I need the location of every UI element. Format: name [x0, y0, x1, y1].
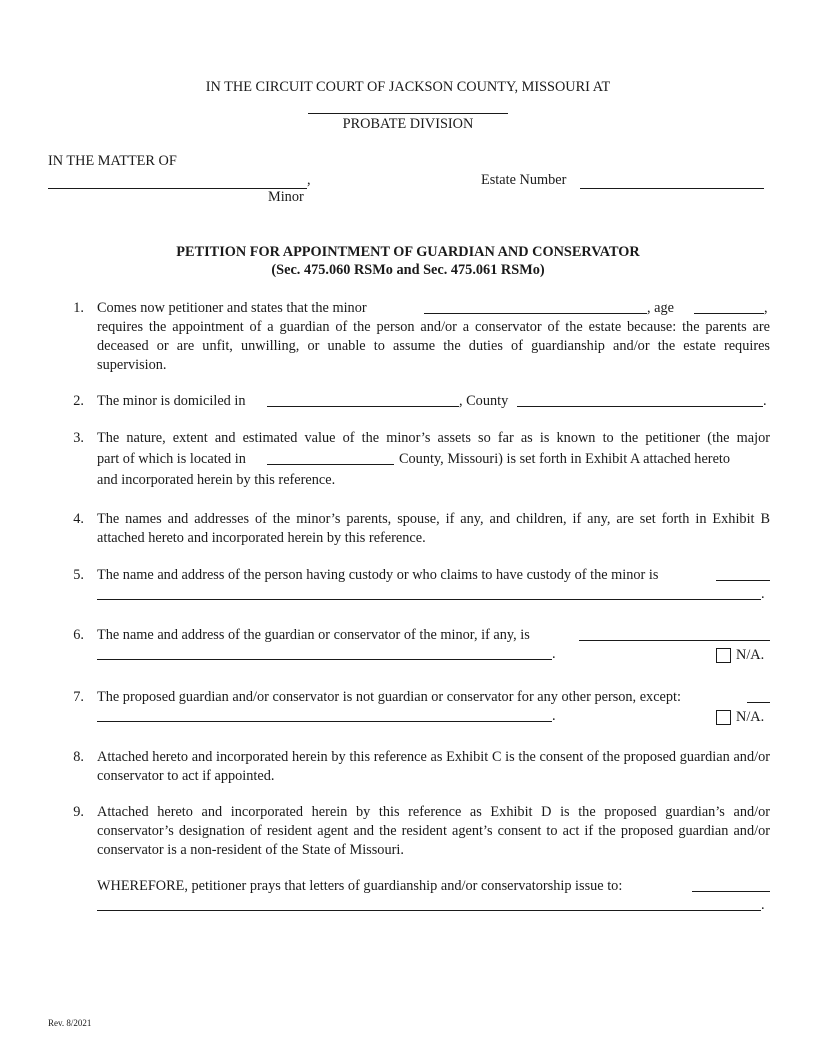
paragraph-5-end: . [761, 586, 765, 602]
paragraph-number: 5. [73, 567, 84, 583]
other-ward-input-2[interactable] [97, 707, 552, 722]
paragraph-2-text-b: , County [459, 393, 509, 409]
paragraph-1-text-b: , age [647, 300, 674, 316]
paragraph-1-text-a: Comes now petitioner and states that the minor [97, 300, 367, 316]
paragraph-3-text-b: part of which is located in [97, 451, 246, 467]
custodian-input-1[interactable] [716, 566, 770, 581]
existing-guardian-input-2[interactable] [97, 645, 552, 660]
paragraph-1-text-c: , [764, 300, 768, 316]
na-checkbox[interactable] [716, 648, 731, 663]
existing-guardian-input-1[interactable] [579, 626, 770, 641]
caption-comma: , [307, 172, 311, 188]
na-checkbox[interactable] [716, 710, 731, 725]
na-label: N/A. [736, 647, 765, 663]
revision-note: Rev. 8/2021 [48, 1018, 92, 1028]
court-location-field[interactable] [308, 99, 508, 114]
division-heading: PROBATE DIVISION [342, 116, 474, 132]
domicile-input[interactable] [267, 392, 459, 407]
paragraph-number: 3. [73, 430, 84, 446]
paragraph-2-text-c: . [763, 393, 767, 409]
paragraph-2 [70, 392, 770, 411]
paragraph-5-text-a: The name and address of the person having custody or who claims to have custody of the minor is [97, 567, 659, 583]
paragraph-9 [70, 803, 770, 860]
paragraph-6-end: . [552, 646, 556, 662]
paragraph-4 [70, 510, 770, 548]
paragraph-4-text: The names and addresses of the minor’s parents, spouse, if any, and children, if any, are set forth in Exhibit B attached hereto and incorporated herein by this reference. [97, 511, 770, 546]
na-label: N/A. [736, 709, 765, 725]
paragraph-7 [70, 688, 770, 728]
other-ward-input-1[interactable] [747, 688, 770, 703]
paragraph-1-text-rest: requires the appointment of a guardian of the person and/or a conservator of the estate because: the parents are deceased or are unfit, unwilling, or unable to assume the duties of guardianship and/or the estate requires supervision. [97, 319, 770, 373]
paragraph-7-end: . [552, 708, 556, 724]
paragraph-9-text: Attached hereto and incorporated herein by this reference as Exhibit D is the proposed guardian’s and/or conservator’s designation of resident agent and the resident agent’s consent to act if the proposed guardian and/or conservator is a non-resident of the State of Missouri. [97, 804, 770, 858]
paragraph-3-text-d: and incorporated herein by this reference. [97, 472, 336, 488]
wherefore-text: WHEREFORE, petitioner prays that letters of guardianship and/or conservatorship issue to: [97, 878, 623, 894]
paragraph-7-text-a: The proposed guardian and/or conservator is not guardian or conservator for any other person, except: [97, 689, 681, 705]
petition-statute: (Sec. 475.060 RSMo and Sec. 475.061 RSMo) [271, 262, 545, 278]
wherefore-end: . [761, 897, 765, 913]
paragraph-number: 4. [73, 511, 84, 527]
matter-label: IN THE MATTER OF [48, 153, 177, 169]
paragraph-2-text-a: The minor is domiciled in [97, 393, 246, 409]
minor-age-input[interactable] [694, 299, 764, 314]
county-input[interactable] [517, 392, 763, 407]
paragraph-number: 1. [73, 300, 84, 316]
paragraph-8-text: Attached hereto and incorporated herein by this reference as Exhibit C is the consent of the proposed guardian and/or conservator to act if appointed. [97, 749, 770, 784]
paragraph-3-text-c: County, Missouri) is set forth in Exhibit A attached hereto [399, 451, 731, 467]
petition-title: PETITION FOR APPOINTMENT OF GUARDIAN AND CONSERVATOR [176, 244, 640, 260]
paragraph-number: 2. [73, 393, 84, 409]
paragraph-5 [70, 566, 770, 606]
paragraph-6-text-a: The name and address of the guardian or conservator of the minor, if any, is [97, 627, 530, 643]
custodian-input-2[interactable] [97, 585, 761, 600]
paragraph-1 [70, 299, 770, 375]
paragraph-number: 8. [73, 749, 84, 765]
estate-number-label: Estate Number [481, 172, 567, 188]
paragraph-number: 9. [73, 804, 84, 820]
paragraph-number: 7. [73, 689, 84, 705]
estate-number-field[interactable] [580, 174, 764, 189]
asset-county-input[interactable] [267, 450, 394, 465]
paragraph-3-text-a: The nature, extent and estimated value of the minor’s assets so far as is known to the petitioner (the major [97, 430, 770, 446]
minor-name-field[interactable] [48, 174, 307, 189]
court-heading: IN THE CIRCUIT COURT OF JACKSON COUNTY, MISSOURI AT [205, 79, 611, 95]
paragraph-3 [70, 429, 770, 491]
minor-name-input[interactable] [424, 299, 647, 314]
letters-issue-input-1[interactable] [692, 877, 770, 892]
minor-label: Minor [268, 189, 304, 205]
paragraph-6 [70, 626, 770, 666]
paragraph-number: 6. [73, 627, 84, 643]
letters-issue-input-2[interactable] [97, 896, 761, 911]
paragraph-8 [70, 748, 770, 786]
wherefore-clause [70, 877, 770, 917]
